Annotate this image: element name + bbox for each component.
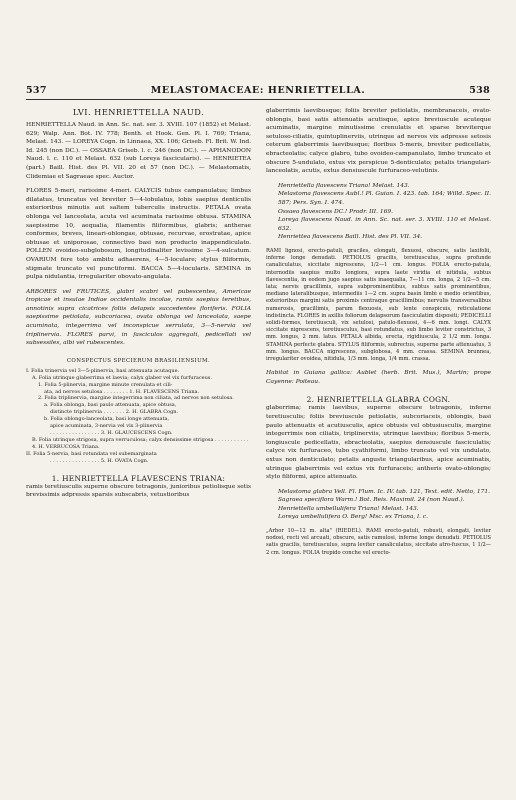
synonym: Henriettella umbellulifera Triana! Melast. 143. xyxy=(278,505,419,512)
running-title: MELASTOMACEAE: HENRIETTELLA. xyxy=(150,84,366,96)
synonym: Henriettella flavescens Triana! Melast. 143. xyxy=(278,182,410,189)
key-line: . . . . . . . . . . . . . . . . 3. H. GLAUCESCENS Cogn. xyxy=(50,430,173,436)
species2-description: „Arbor 10—12 m. alta" (RIEDEL). RAMI erecto-patuli, robusti, elongati, leviter nodosi, recti vel arcuati, obscure, satis ramulosi, inferne longe denudati. PETIOLUS satis gracilis, teretiusculus, supra leviter canaliculatus, siccitate atro-fuscus, 1 1/2—2 cm. longus. FOLIA trepido conche vel erecto- xyxy=(266,528,491,556)
right-column xyxy=(266,107,491,557)
conspectus-title: CONSPECTUS SPECIERUM BRASILIENSIUM. xyxy=(66,357,211,364)
species1-description: RAMI lignosi, erecto-patuli, graciles, elongati, flexuosi, obscure, satis laxifolii, inferne longe denudati. PETIOLUS gracilis, teretiusculus, supra profunde canaliculatus, siccitate nigrescens, 1/2—1 cm. longus. FOLIA erecto-patula, internodiis saepius multo longiora, supra laete viridia et nitidula, subtus flavescentia, in eodem jugo saepius satis inaequalia, 7—11 cm. longa, 2 1/2—5 cm. lata; nervis gracillimis, supra subprominentibus, subtus satis prominentibus, mediano lateralibusque, intermediis 1—2 cm. supra basin limbi e medio orientibus, exterioribus margini satis proximis centraque gracillimibus; nervulis transversalibus numerosis, gracillimis, parum flexuosis, sub lente conspicuis, reticulatione indistincta. FLORES in axillis foliorum delapsorum fasciculatim dispositi; PEDICELLI solidi-formes, teretiusculi, vix setulosi, patulo-flexuosi, 4—6 mm. longi. CALYX siccitate nigrescens, teretiusculus, basi rotundatus, sub limbo leviter constrictus, 3 mm. longus, 2 mm. latus. PETALA albida, erecta, rigidiuscula, 2 1/2 mm. longa. STAMINA perfecte glabra. STYLUS filiformis, subrectus, superne parte attenuatus, 3 mm. longus. BACCA nigrescens, subglobosa, 4 mm. crassa. SEMINA brunnea, irregulariter ovoidea, nitidula, 1/3 mm. longa, 1/4 mm. crassa. xyxy=(266,247,491,362)
synonym: Ossaea flavescens DC.! Prodr. III. 169. xyxy=(278,208,393,215)
synonym: Melastoma flavescens Aubl.! Pl. Guian. I. 423. tab. 164; Willd. Spec. II. 587; Pers. Syn. I. 474. xyxy=(278,191,491,206)
key-line: A. Folia utrinque glaberrima et laevia; calyx glaber vel vix furfuraceus. xyxy=(32,374,212,381)
species-key xyxy=(26,368,251,465)
key-line: B. Folia utrinque strigosa, supra verruculosa; calyx densissime strigosa . . . . . . . . . . . 4. H. VERRUCOSA Triana. xyxy=(32,436,249,450)
species2-title: 2. HENRIETTELLA GLABRA COGN. xyxy=(306,395,451,405)
key-line: ata, ad nervos setulosa . . . . . . . . 1. H. FLAVESCENS Triana. xyxy=(44,388,200,395)
species1-habitat: Habitat in Guiana gallica: Aublet (herb. Brit. Mus.), Martin; prope Cayenne: Poiteau. xyxy=(266,370,491,385)
genus-description: FLORES 5-meri, rarissime 4-meri. CALYCIS tubus campanulatus; limbus dilatatus, truncatus vel breviter 5—4-lobulatus, lobis saepius denticulis exterioribus minutis aut saltem tuberculis instructis. PETALA ovata oblonga vel lanceolata, acuta vel acuminata rarissime obtusa. STAMINA saepissime 10, aequalia, filamentis filiformibus, glabris; antherae conformes, breves, lineari-oblongae, obtusae, recurvae, erostratae, apice obtusae et uniporosae, connectivo basi non producto inappendiculato. POLLEN ovoideo-subglobosum, longitudinaliter levissime 3—4-sulcatum. OVARIUM fere toto ambitu adhaerens, 4—5-loculare; stylus filiformis, stigmate truncato vel punctiformi. BACCA 5—4-locularis. SEMINA in pulpa nidulantia, irregulariter obovato-angulata. xyxy=(26,188,251,281)
key-line: II. Folia 5-nervia, basi rotundata vel subemarginata xyxy=(26,450,157,457)
species2-diagnosis: glaberrima; ramis laevibus, superne obscure tetragonis, inferne teretiusculis; foliis breviuscule petiolatis, subcoriaceis, oblongis, basi paulo attenuatis et acutiusculis, apice obtusis vel obtusiusculis, margine integerrimis non ciliatis, triplinerviis, utrinque laevibus; floribus 5-meris, longiuscule pedicellatis, ebracteolatis, saepius densiuscule fasciculatis; calyce vix furfuraceo, tubo cyathiformi, limbo truncato vel vix undulato, extus non denticulato; petalis anguste triangularibus, apice acuminatis, utrinque glaberrimis vel extus vix furfuraceis; antheris ovato-oblongis; stylo filiformi, apice attenuato. xyxy=(266,405,491,481)
running-header xyxy=(26,84,490,96)
page-number-left: 537 xyxy=(26,84,47,96)
genus-habit: ARBORES vel FRUTICES, glabri scabri vel pubescentes, Americae tropicae et insulae Indiae occidentalis incolae, ramis saepius teretibus, annotinis supra cicatrices foliis delapsis succedentes floriferis. FOLIA saepissime petiolata, subcoriacea, ovata oblonga vel lanceolata, saepe acuminata, integerrima vel inconspicue serrulata, 3—5-nervia vel triplinervia. FLORES parvi, in fasciculos aggregati, pedicellati vel subsessiles, albi vel rubescentes. xyxy=(26,288,251,347)
species1-diagnosis: glaberrimis laevibusque; foliis breviter petiolatis, membranaceis, ovato-oblongis, basi satis attenuatis acutisque, apice breviuscule acuteque acuminatis, margine minutissime crenulatis et sparse breviterque setuloso-ciliatis, quintuplinerviis, utrinque ad nervos vix adpresse setosis ceterum glaberrimis laevibusque; floribus 5-meris, breviter pedicellatis, ebracteolatis; calyce glabro, tubo ovoideo-campanulato, limbo truncato et obscure 5-undulato, extus vix perspicue 5-denticulato; petalis triangulari-lanceolatis, acutis, extus densiuscule furfuraceo-velutinis. xyxy=(266,108,491,175)
key-line: I. Folia trinervia vel 3—5-plinervia, basi attenuata acutaque. xyxy=(26,367,180,374)
synonym: Henriettea flavescens Baill. Hist. des Pl. VII. 34. xyxy=(278,234,423,241)
synonym: Melastoma glabra Vell. Fl. Flum. Ic. IV. tab. 121, Text. edit. Netto, 171. xyxy=(278,488,490,495)
species1-title: 1. HENRIETTELLA FLAVESCENS TRIANA: xyxy=(51,473,226,483)
species1-text: ramis teretiusculis superne obscure tetragonis, junioribus petiolisque setis brevissimis adpressis sparsis subscabris, vetustioribus xyxy=(26,483,251,499)
key-line: . . . . . . . . . . . . . . . . 5. H. OVATA Cogn. xyxy=(50,457,149,464)
synonym: Sagraea speciflora Warm.! Bot. Reis. Maximil. 24 (non Naud.). xyxy=(278,497,465,504)
key-line: 2. Folia triplinervia, margine integerrima non ciliata, ad nervos non setulosa. xyxy=(38,395,234,402)
synonym: Loreya umbellulifera O. Berg! Msc. ex Triana, l. c. xyxy=(278,514,428,521)
header-rule xyxy=(26,99,490,100)
key-line: b. Folia oblongo-lanceolata, basi longe attenuata, xyxy=(44,416,170,423)
synonym: Loreya flavescens Naud. in Ann. Sc. nat. ser. 3. XVIII. 110 et Melast. 632. xyxy=(278,217,491,232)
page-number-right: 538 xyxy=(469,84,490,96)
key-line: distincte triplinervia . . . . . . . 2. H. GLABRA Cogn. xyxy=(50,409,179,416)
genus-title: LVI. HENRIETTELLA NAUD. xyxy=(72,107,205,117)
left-column xyxy=(26,107,251,500)
key-line: apice acuminata, 3-nervia vel vix 3-plinervia xyxy=(50,423,163,430)
key-line: 1. Folia 5-plinervia, margine minute crenulata et cili- xyxy=(38,381,173,388)
genus-synonymy: HENRIETTELLA Naud. in Ann. Sc. nat. ser. 3. XVIII. 107 (1852) et Melast. 629; Walp. Ann. Bot. IV. 778; Benth. et Hook. Gen. Pl. I. 769; Triana, Melast. 143. — LOREYA Cogn. in Linnaea, XX. 106; Griseb. Fl. Brit. W. Ind. Id. 245 (non DC.). — OSSAEA Griseb. l. c. 246 (non DC.). — APHANODON Naud. l. c. 110 et Melast. 632 (sub Loreya fascicularis). — HENRIETEA (part.) Baill. Hist. des Pl. VII. 20 et 57 (non DC.). — Melastomatis, Clidemiae et Sagraeae spec. Auctor. xyxy=(26,122,251,180)
key-line: a. Folia oblonga, basi paulo attenuata, apice obtusa, xyxy=(44,402,177,409)
